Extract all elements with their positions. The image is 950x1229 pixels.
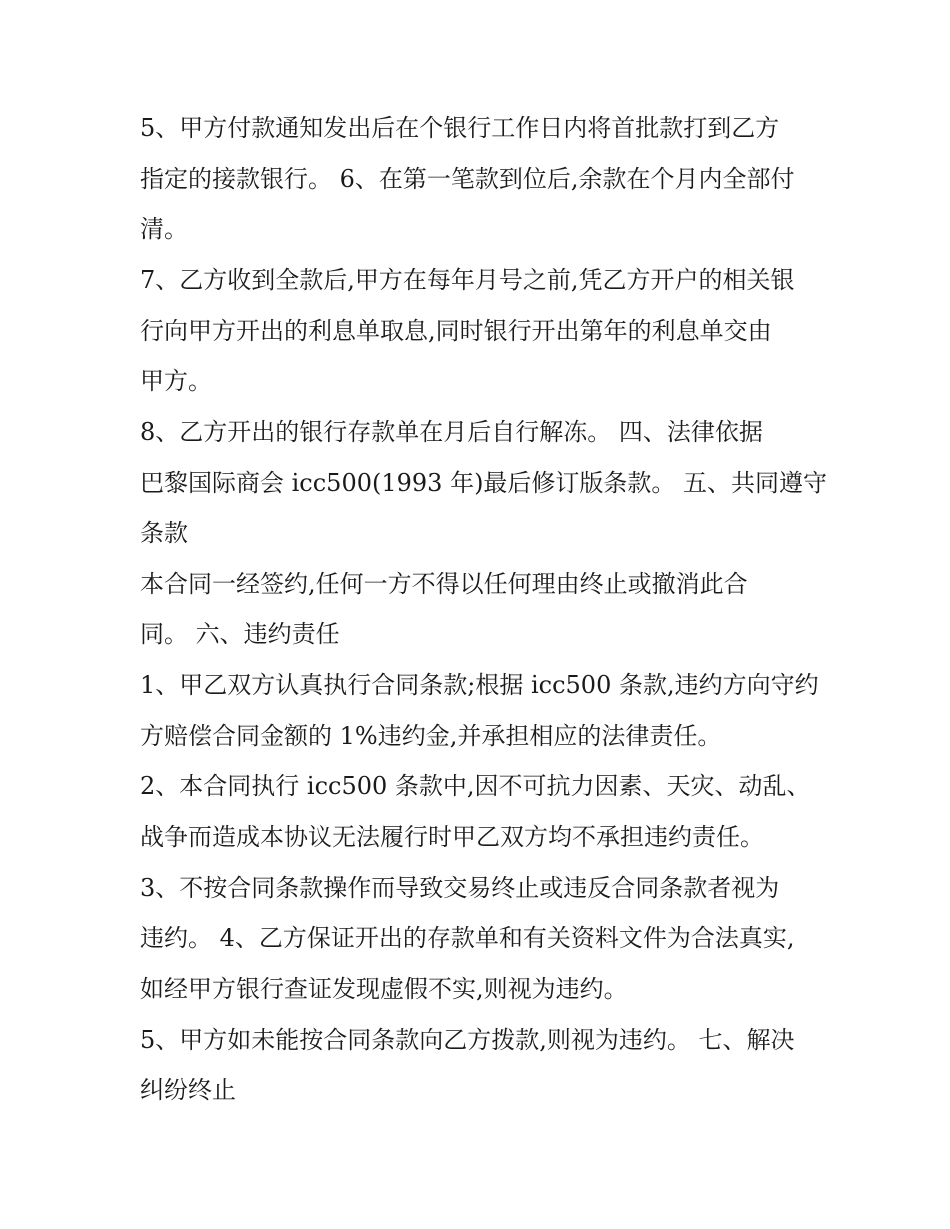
text-line: 指定的接款银行。 6、在第一笔款到位后,余款在个月内全部付 bbox=[140, 165, 795, 193]
text-line: 战争而造成本协议无法履行时甲乙双方均不承担违约责任。 bbox=[140, 823, 764, 851]
text-line: 清。 bbox=[140, 215, 188, 243]
text-line: 2、本合同执行 icc500 条款中,因不可抗力因素、天灾、动乱、 bbox=[140, 772, 811, 800]
text-line: 本合同一经签约,任何一方不得以任何理由终止或撤消此合 bbox=[140, 570, 748, 598]
text-line: 5、甲方如未能按合同条款向乙方拨款,则视为违约。 七、解决 bbox=[140, 1026, 795, 1054]
text-line: 1、甲乙双方认真执行合同条款;根据 icc500 条款,违约方向守约 bbox=[140, 671, 819, 699]
text-line: 8、乙方开出的银行存款单在月后自行解冻。 四、法律依据 bbox=[140, 418, 763, 446]
text-line: 行向甲方开出的利息单取息,同时银行开出第年的利息单交由 bbox=[140, 317, 772, 345]
text-line: 违约。 4、乙方保证开出的存款单和有关资料文件为合法真实, bbox=[140, 924, 795, 952]
text-line: 7、乙方收到全款后,甲方在每年月号之前,凭乙方开户的相关银 bbox=[140, 266, 795, 294]
text-line: 3、不按合同条款操作而导致交易终止或违反合同条款者视为 bbox=[140, 874, 780, 902]
text-line: 纠纷终止 bbox=[140, 1076, 236, 1104]
text-line: 同。 六、违约责任 bbox=[140, 620, 340, 648]
text-line: 5、甲方付款通知发出后在个银行工作日内将首批款打到乙方 bbox=[140, 114, 780, 142]
text-line: 巴黎国际商会 icc500(1993 年)最后修订版条款。 五、共同遵守 bbox=[140, 469, 828, 497]
text-line: 甲方。 bbox=[140, 367, 212, 395]
text-line: 方赔偿合同金额的 1%违约金,并承担相应的法律责任。 bbox=[140, 722, 722, 750]
text-line: 如经甲方银行查证发现虚假不实,则视为违约。 bbox=[140, 975, 628, 1003]
text-line: 条款 bbox=[140, 519, 188, 547]
